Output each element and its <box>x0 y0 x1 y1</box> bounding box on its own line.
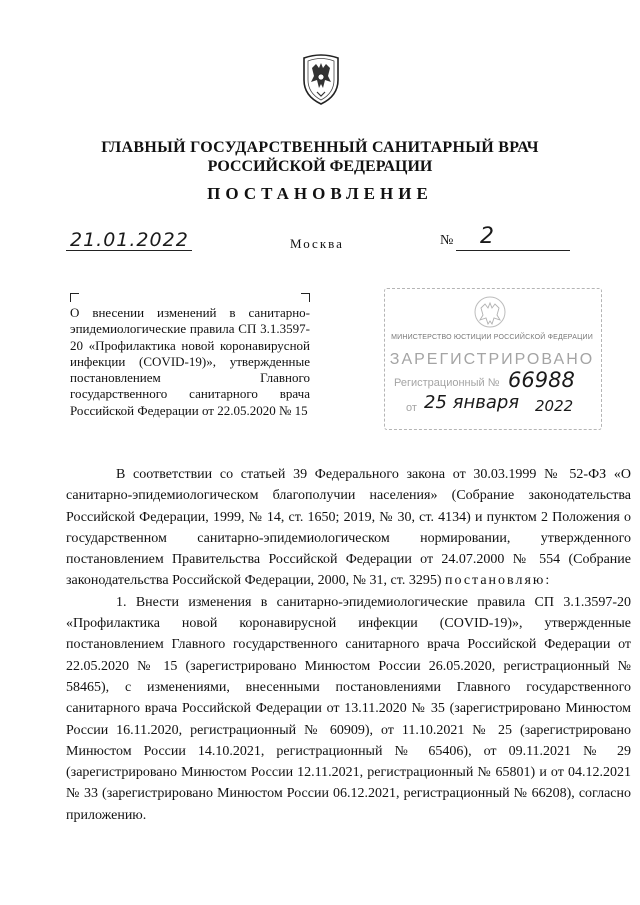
stamp-year: 2022 <box>535 397 574 415</box>
issuer-subtitle: РОССИЙСКОЙ ФЕДЕРАЦИИ <box>207 158 433 175</box>
clause-1-paragraph: 1. Внести изменения в санитарно-эпидемиологические правила СП 3.1.3597-20 «Профилактика новой коронавирусной инфекции (COVID-19)», утвержденные постановлением Главного государственного санитарного врача Российской Федерации от 22.05.2020 № 15 (зарегистрировано Минюстом России 26.05.2020, регистрационный № 58465), с изменениями, внесенными постановлениями Главного государственного санитарного врача Российской Федерации от 13.11.2020 № 35 (зарегистрировано Минюстом России 16.11.2020, регистрационный № 60909), от 11.10.2021 № 25 (зарегистрировано Минюстом России 14.10.2021, регистрационный № 65406), от 09.11.2021 № 29 (зарегистрировано Минюстом России 12.11.2021, регистрационный № 65801) и от 04.12.2021 № 33 (зарегистрировано Минюстом России 06.12.2021, регистрационный № 66208), согласно приложению. <box>66 594 631 823</box>
document-type: ПОСТАНОВЛЕНИЕ <box>207 184 433 203</box>
stamp-date-prefix: от <box>406 402 417 414</box>
document-date: 21.01.2022 <box>70 229 189 251</box>
preamble-paragraph <box>66 464 631 592</box>
coat-of-arms-icon <box>298 50 344 106</box>
document-number: 2 <box>480 224 494 249</box>
subject-corner-left <box>70 293 79 302</box>
stamp-eagle-icon <box>471 294 509 330</box>
number-underline <box>456 250 570 251</box>
stamp-organization: МИНИСТЕРСТВО ЮСТИЦИИ РОССИЙСКОЙ ФЕДЕРАЦИИ <box>391 334 593 341</box>
stamp-registration-number: 66988 <box>508 368 575 392</box>
date-underline <box>66 250 192 251</box>
number-label: № <box>440 233 454 248</box>
stamp-registered: ЗАРЕГИСТРИРОВАНО <box>389 351 595 368</box>
document-body <box>66 464 631 826</box>
preamble-text: В соответствии со статьей 39 Федерального закона от 30.03.1999 № 52-ФЗ «О санитарно-эпидемиологическом благополучии населения» (Собрание законодательства Российской Федерации, 1999, № 14, ст. 1650; 2019, № 30, ст. 4134) и пунктом 2 Положения о государственном санитарно-эпидемиологическом нормировании, утвержденного постановлением Правительства Российской Федерации от 24.07.2000 № 554 (Собрание законодательства Российской Федерации, 2000, № 31, ст. 3295) <box>66 467 631 589</box>
issuer-title: ГЛАВНЫЙ ГОСУДАРСТВЕННЫЙ САНИТАРНЫЙ ВРАЧ <box>101 139 539 156</box>
resolve-word: постановляю: <box>444 573 552 589</box>
stamp-date: 25 января <box>424 392 520 413</box>
document-subject: О внесении изменений в санитарно-эпидемиологические правила СП 3.1.3597-20 «Профилактика новой коронавирусной инфекции (COVID-19)», утвержденные постановлением Главного государственного санитарного врача Российской Федерации от 22.05.2020 № 15 <box>70 305 310 418</box>
document-city: Москва <box>290 236 344 251</box>
subject-corner-right <box>301 293 310 302</box>
stamp-regno-label: Регистрационный № <box>394 377 500 389</box>
